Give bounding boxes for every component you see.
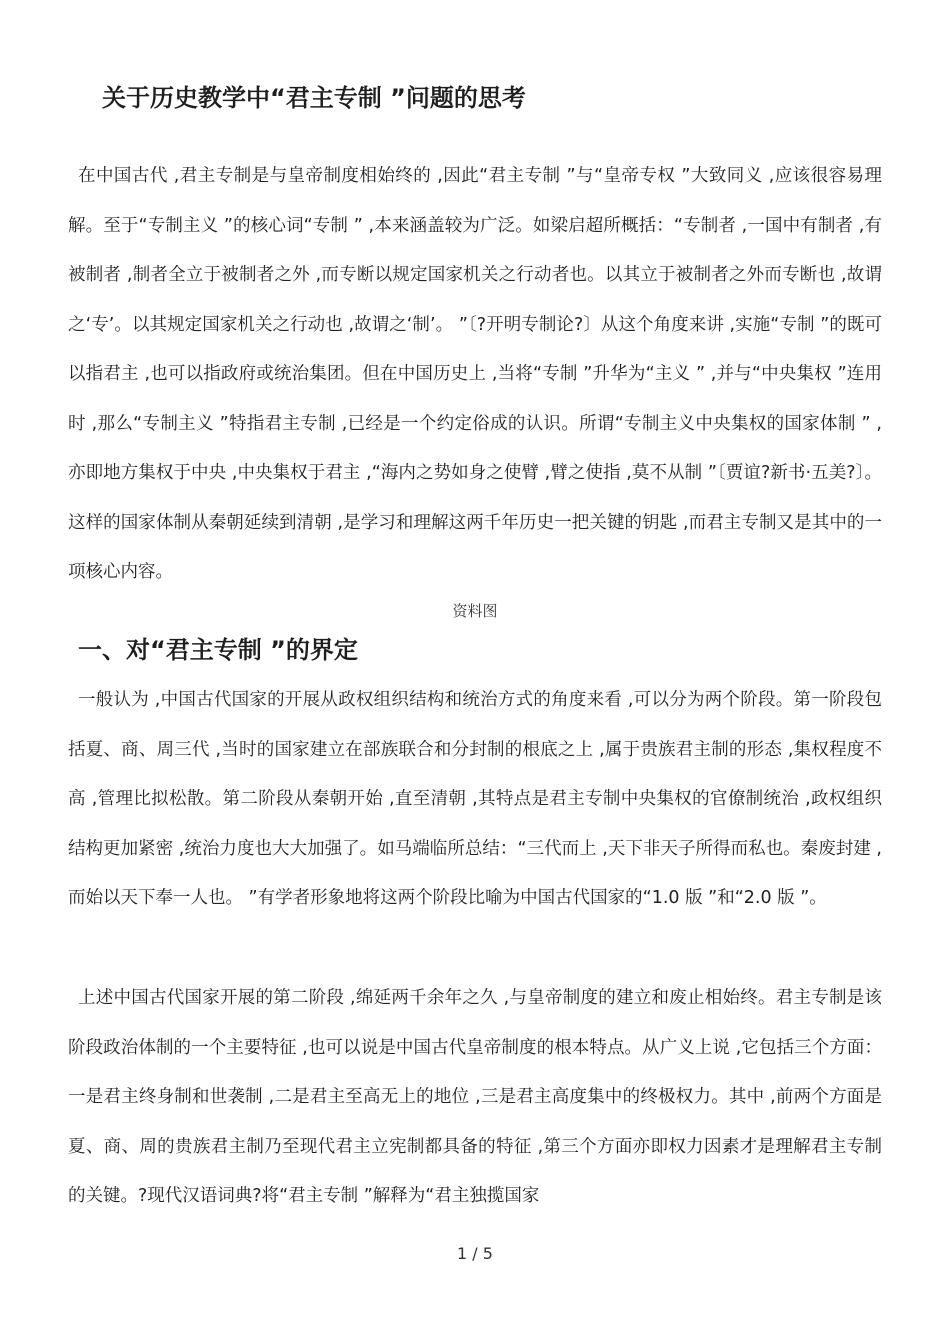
document-title: 关于历史教学中“君主专制 ”问题的思考 [102, 84, 526, 112]
body-paragraph-1: 在中国古代 ,君主专制是与皇帝制度相始终的 ,因此“君主专制 ”与“皇帝专权 ”大致同义 ,应该很容易理解。至于“专制主义 ”的核心词“专制 ” ,本来涵盖较为广泛。如梁启超所概括：“专制者 ,一国中有制者 ,有被制者 ,制者全立于被制者之外 ,而专断以规定国家机关之行动者也。以其立于被制者之外而专断也 ,故谓之‘专’。以其规定国家机关之行动也 ,故谓之‘制’。 ”〔?开明专制论?〕从这个角度来讲 ,实施“专制 ”的既可以指君主 ,也可以指政府或统治集团。但在中国历史上 ,当将“专制 ”升华为“主义 ” ,并与“中央集权 ”连用时 ,那么“专制主义 ”特指君主专制 ,已经是一个约定俗成的认识。所谓“专制主义中央集权的国家体制 ” ,亦即地方集权于中央 ,中央集权于君主 ,“海内之势如身之使臂 ,臂之使指 ,莫不从制 ”〔贾谊?新书·五美?〕。这样的国家体制从秦朝延续到清朝 ,是学习和理解这两千年历史一把关键的钥匙 ,而君主专制又是其中的一项核心内容。 [68, 166, 882, 582]
body-paragraph-3: 上述中国古代国家开展的第二阶段 ,绵延两千余年之久 ,与皇帝制度的建立和废止相始终。君主专制是该阶段政治体制的一个主要特征 ,也可以说是中国古代皇帝制度的根本特点。从广义上说 ,它包括三个方面：一是君主终身制和世袭制 ,二是君主至高无上的地位 ,三是君主高度集中的终极权力。其中 ,前两个方面是夏、商、周的贵族君主制乃至现代君主立宪制都具备的特征 ,第三个方面亦即权力因素才是理解君主专制的关键。?现代汉语词典?将“君主专制 ”解释为“君主独揽国家 [68, 988, 882, 1206]
page-number: 1 / 5 [457, 1244, 493, 1263]
figure-caption: 资料图 [452, 602, 498, 620]
section-heading-1: 一、对“君主专制 ”的界定 [78, 636, 358, 664]
body-paragraph-2: 一般认为 ,中国古代国家的开展从政权组织结构和统治方式的角度来看 ,可以分为两个阶段。第一阶段包括夏、商、周三代 ,当时的国家建立在部族联合和分封制的根底之上 ,属于贵族君主制的形态 ,集权程度不高 ,管理比拟松散。第二阶段从秦朝开始 ,直至清朝 ,其特点是君主专制中央集权的官僚制统治 ,政权组织结构更加紧密 ,统治力度也大大加强了。如马端临所总结：“三代而上 ,天下非天子所得而私也。秦废封建 ,而始以天下奉一人也。 ”有学者形象地将这两个阶段比喻为中国古代国家的“1.0 版 ”和“2.0 版 ”。 [68, 690, 882, 908]
